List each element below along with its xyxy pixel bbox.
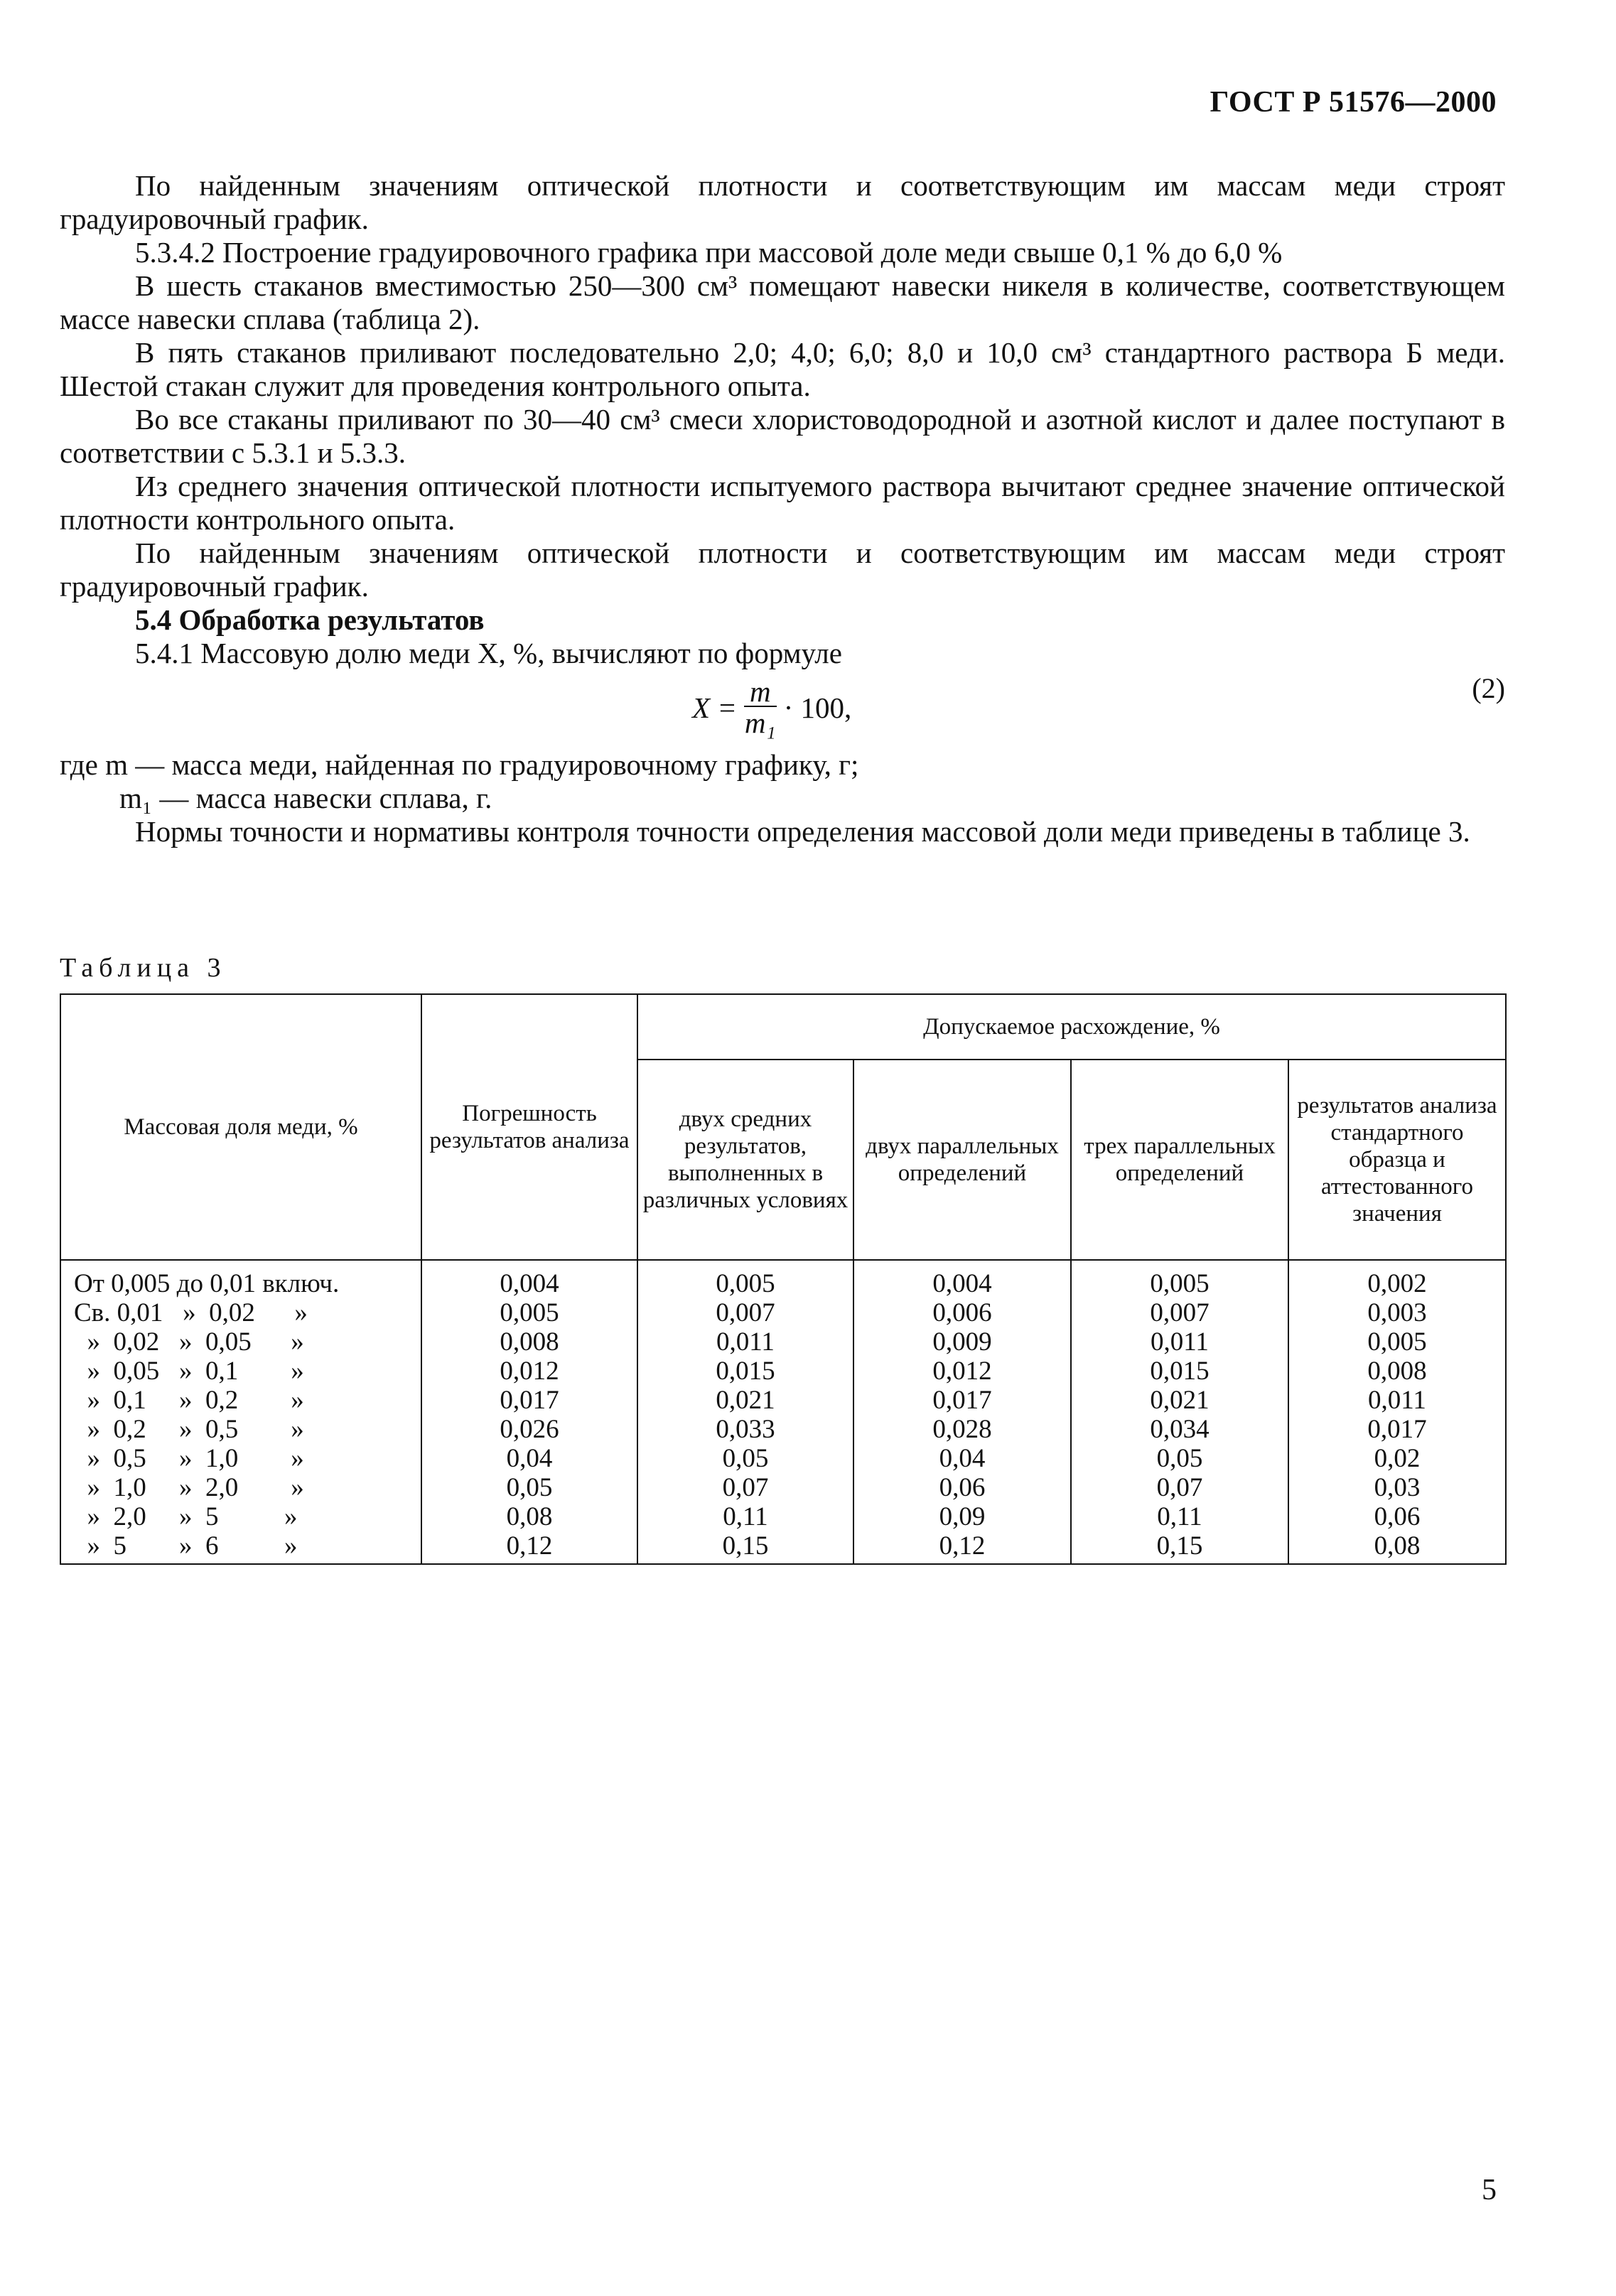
cell-value: 0,008 — [1288, 1357, 1506, 1386]
variable-definitions — [60, 748, 1505, 815]
formula — [692, 677, 851, 738]
cell-value: 0,004 — [853, 1260, 1071, 1298]
cell-value: 0,003 — [1288, 1298, 1506, 1327]
document-id-header: ГОСТ Р 51576—2000 — [1210, 86, 1497, 119]
cell-value: 0,021 — [637, 1386, 853, 1415]
table-row — [60, 1386, 1506, 1415]
cell-mass-range: Св. 0,01 » 0,02 » — [60, 1298, 421, 1327]
table-row — [60, 1473, 1506, 1502]
paragraph: Во все стаканы приливают по 30—40 см³ смеси хлористоводородной и азотной кислот и далее поступают в соответствии с 5.3.1 и 5.3.3. — [60, 403, 1505, 469]
cell-value: 0,009 — [853, 1327, 1071, 1357]
cell-value: 0,007 — [637, 1298, 853, 1327]
table-row — [60, 1298, 1506, 1327]
definition-m1: m₁ — масса навески сплава, г. — [119, 782, 492, 814]
cell-value: 0,06 — [1288, 1502, 1506, 1531]
table-row — [60, 1327, 1506, 1357]
header-two-parallel: двух параллельных определений — [853, 1060, 1071, 1260]
table-row — [60, 1357, 1506, 1386]
accuracy-table — [60, 993, 1507, 1565]
cell-mass-range: » 5 » 6 » — [60, 1531, 421, 1564]
formula-block — [60, 670, 1505, 748]
cell-value: 0,11 — [637, 1502, 853, 1531]
header-two-means: двух средних результатов, выполненных в различных условиях — [637, 1060, 853, 1260]
cell-value: 0,005 — [421, 1298, 637, 1327]
cell-value: 0,08 — [421, 1502, 637, 1531]
page-number: 5 — [1482, 2174, 1497, 2206]
cell-value: 0,05 — [1071, 1444, 1288, 1473]
paragraph: В шесть стаканов вместимостью 250—300 см³ помещают навески никеля в количестве, соответствующем массе навески сплава (таблица 2). — [60, 269, 1505, 335]
body-text — [60, 169, 1505, 848]
table-row — [60, 1531, 1506, 1564]
cell-value: 0,021 — [1071, 1386, 1288, 1415]
cell-value: 0,026 — [421, 1415, 637, 1444]
cell-value: 0,011 — [1288, 1386, 1506, 1415]
cell-mass-range: » 0,5 » 1,0 » — [60, 1444, 421, 1473]
cell-value: 0,017 — [853, 1386, 1071, 1415]
cell-value: 0,015 — [637, 1357, 853, 1386]
cell-mass-range: От 0,005 до 0,01 включ. — [60, 1260, 421, 1298]
cell-value: 0,011 — [1071, 1327, 1288, 1357]
cell-value: 0,012 — [853, 1357, 1071, 1386]
cell-value: 0,005 — [637, 1260, 853, 1298]
cell-value: 0,03 — [1288, 1473, 1506, 1502]
cell-value: 0,015 — [1071, 1357, 1288, 1386]
header-allowed-discrepancy: Допускаемое расхождение, % — [637, 994, 1506, 1060]
cell-value: 0,06 — [853, 1473, 1071, 1502]
table-body — [60, 1260, 1506, 1564]
cell-value: 0,011 — [637, 1327, 853, 1357]
cell-value: 0,12 — [421, 1531, 637, 1564]
cell-value: 0,05 — [421, 1473, 637, 1502]
cell-value: 0,002 — [1288, 1260, 1506, 1298]
cell-value: 0,04 — [421, 1444, 637, 1473]
table-row — [60, 1502, 1506, 1531]
formula-numerator: m — [744, 677, 777, 707]
cell-mass-range: » 0,02 » 0,05 » — [60, 1327, 421, 1357]
cell-mass-range: » 0,1 » 0,2 » — [60, 1386, 421, 1415]
cell-mass-range: » 1,0 » 2,0 » — [60, 1473, 421, 1502]
cell-value: 0,12 — [853, 1531, 1071, 1564]
paragraph: По найденным значениям оптической плотности и соответствующим им массам меди строят градуировочный график. — [60, 537, 1505, 603]
paragraph: 5.4.1 Массовую долю меди X, %, вычисляют по формуле — [135, 637, 842, 669]
cell-value: 0,05 — [637, 1444, 853, 1473]
cell-value: 0,012 — [421, 1357, 637, 1386]
cell-value: 0,15 — [637, 1531, 853, 1564]
paragraph: Нормы точности и нормативы контроля точности определения массовой доли меди приведены в таблице 3. — [135, 815, 1470, 848]
header-mass-fraction: Массовая доля меди, % — [60, 994, 421, 1260]
cell-mass-range: » 0,2 » 0,5 » — [60, 1415, 421, 1444]
cell-value: 0,017 — [421, 1386, 637, 1415]
cell-value: 0,08 — [1288, 1531, 1506, 1564]
header-three-parallel: трех параллельных определений — [1071, 1060, 1288, 1260]
equation-number: (2) — [1472, 672, 1505, 704]
cell-value: 0,033 — [637, 1415, 853, 1444]
table-row — [60, 1415, 1506, 1444]
paragraph: Из среднего значения оптической плотности испытуемого раствора вычитают среднее значение оптической плотности контрольного опыта. — [60, 470, 1505, 536]
formula-fraction — [744, 677, 777, 738]
table-row — [60, 1444, 1506, 1473]
header-error: Погрешность результатов анализа — [421, 994, 637, 1260]
cell-value: 0,008 — [421, 1327, 637, 1357]
cell-value: 0,028 — [853, 1415, 1071, 1444]
header-standard-sample: результатов анализа стандартного образца и аттестованного значения — [1288, 1060, 1506, 1260]
cell-value: 0,034 — [1071, 1415, 1288, 1444]
table-caption: Таблица 3 — [60, 953, 227, 983]
cell-mass-range: » 2,0 » 5 » — [60, 1502, 421, 1531]
subsection-paragraph: 5.3.4.2 Построение градуировочного графика при массовой доле меди свыше 0,1 % до 6,0 % — [135, 236, 1283, 269]
cell-value: 0,017 — [1288, 1415, 1506, 1444]
cell-value: 0,04 — [853, 1444, 1071, 1473]
paragraph: В пять стаканов приливают последовательно 2,0; 4,0; 6,0; 8,0 и 10,0 см³ стандартного раствора Б меди. Шестой стакан служит для проведения контрольного опыта. — [60, 336, 1505, 402]
cell-value: 0,004 — [421, 1260, 637, 1298]
table-row — [60, 1260, 1506, 1298]
section-heading: 5.4 Обработка результатов — [135, 603, 485, 636]
paragraph: По найденным значениям оптической плотности и соответствующим им массам меди строят градуировочный график. — [60, 169, 1505, 235]
cell-value: 0,09 — [853, 1502, 1071, 1531]
cell-value: 0,007 — [1071, 1298, 1288, 1327]
cell-mass-range: » 0,05 » 0,1 » — [60, 1357, 421, 1386]
cell-value: 0,006 — [853, 1298, 1071, 1327]
formula-denominator: m₁ — [744, 706, 776, 739]
formula-lhs: X = — [692, 691, 737, 724]
cell-value: 0,11 — [1071, 1502, 1288, 1531]
formula-rhs: · 100, — [783, 691, 852, 724]
cell-value: 0,005 — [1071, 1260, 1288, 1298]
cell-value: 0,02 — [1288, 1444, 1506, 1473]
cell-value: 0,07 — [637, 1473, 853, 1502]
cell-value: 0,005 — [1288, 1327, 1506, 1357]
cell-value: 0,15 — [1071, 1531, 1288, 1564]
cell-value: 0,07 — [1071, 1473, 1288, 1502]
definition-m: где m — масса меди, найденная по градуировочному графику, г; — [60, 748, 859, 781]
